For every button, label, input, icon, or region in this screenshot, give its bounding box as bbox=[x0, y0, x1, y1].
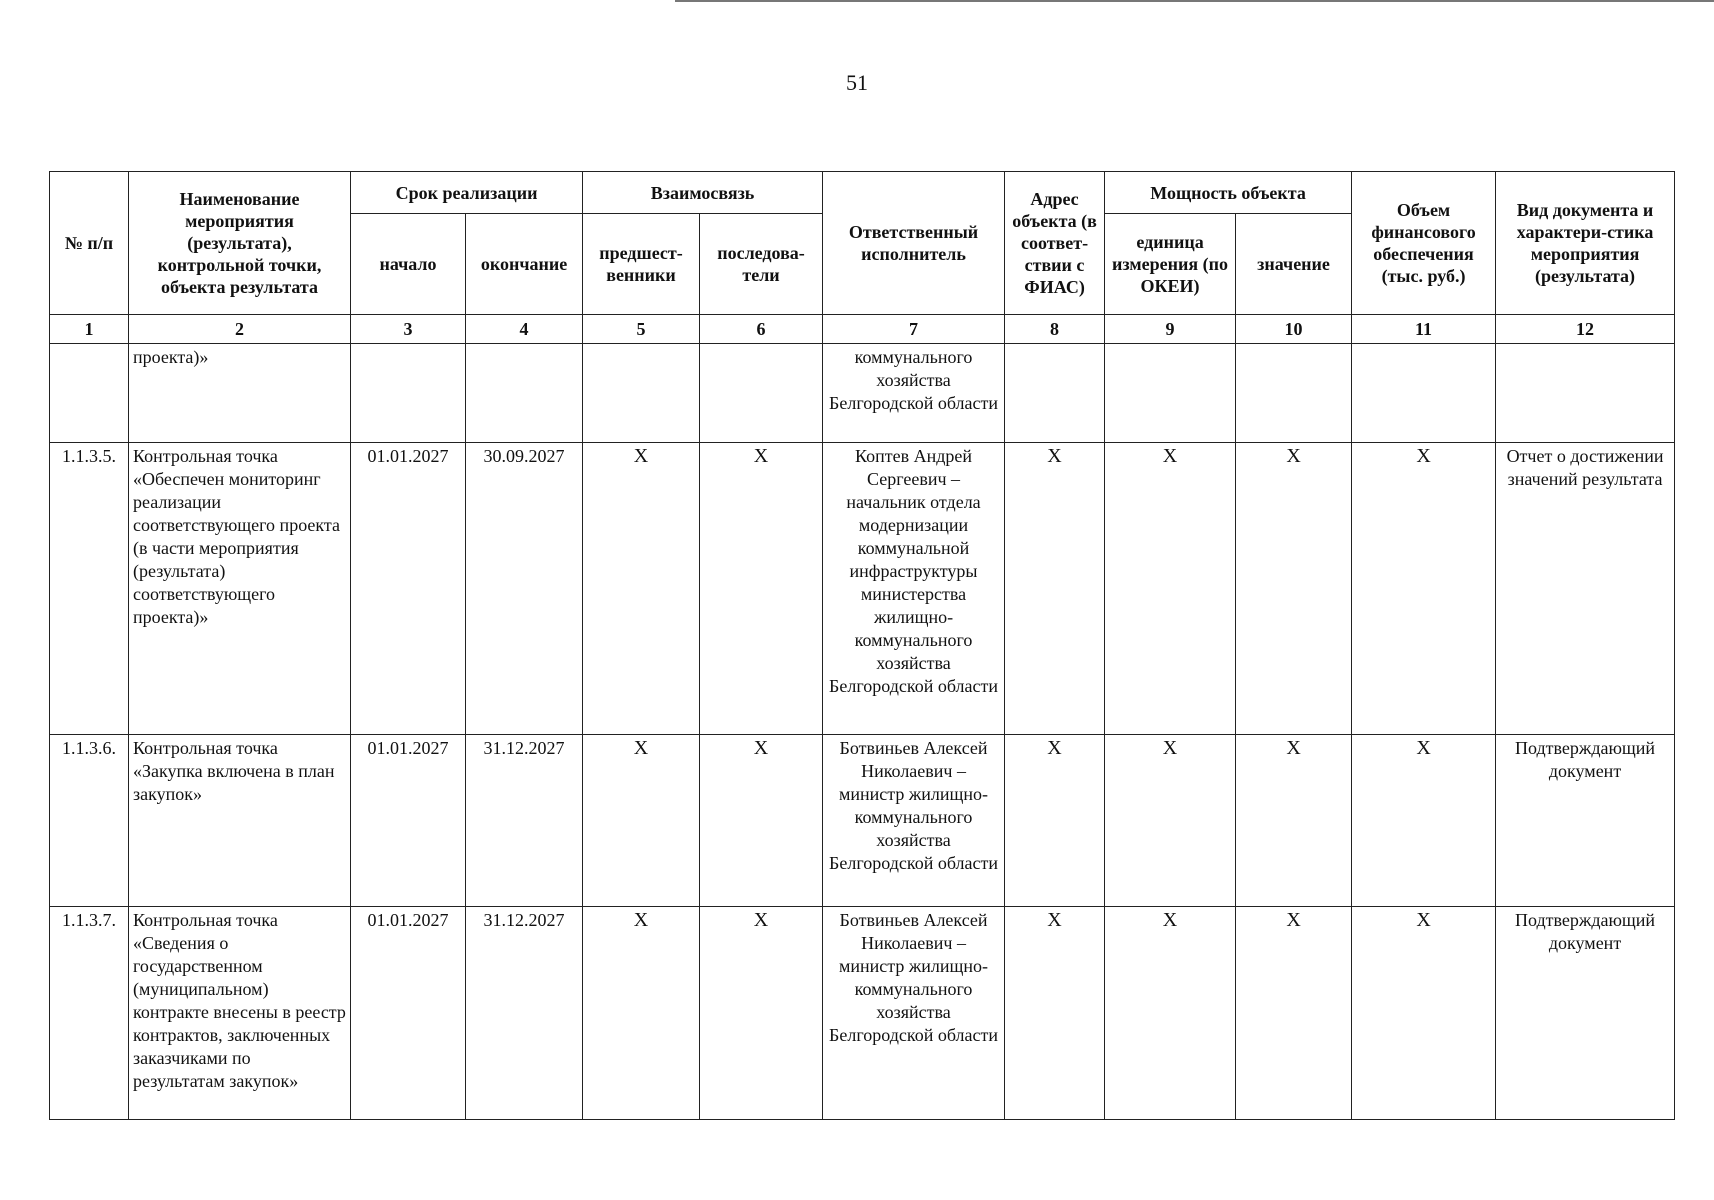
cell-responsible: коммунального хозяйства Белгородской области bbox=[823, 344, 1005, 443]
cell-responsible: Ботвиньев Алексей Николаевич – министр жилищно-коммунального хозяйства Белгородской области bbox=[823, 907, 1005, 1120]
header-document: Вид документа и характери-стика мероприятия (результата) bbox=[1496, 172, 1675, 315]
column-number: 9 bbox=[1105, 315, 1236, 344]
cell-successors bbox=[700, 344, 823, 443]
cell-start: 01.01.2027 bbox=[351, 443, 466, 735]
page-number: 51 bbox=[846, 70, 868, 95]
cell-successors: Х bbox=[700, 735, 823, 907]
table-row bbox=[50, 735, 1675, 907]
cell-start: 01.01.2027 bbox=[351, 735, 466, 907]
header-start: начало bbox=[351, 214, 466, 315]
cell-address: Х bbox=[1005, 443, 1105, 735]
cell-start bbox=[351, 344, 466, 443]
cell-finance: Х bbox=[1352, 443, 1496, 735]
header-end: окончание bbox=[466, 214, 583, 315]
plan-table bbox=[49, 171, 1675, 1120]
cell-predecessors bbox=[583, 344, 700, 443]
column-number: 10 bbox=[1236, 315, 1352, 344]
column-number: 11 bbox=[1352, 315, 1496, 344]
header-link-group: Взаимосвязь bbox=[583, 172, 823, 214]
cell-name: Контрольная точка «Сведения о государственном (муниципальном) контракте внесены в реестр контрактов, заключенных заказчиками по результатам закупок» bbox=[129, 907, 351, 1120]
cell-unit: Х bbox=[1105, 907, 1236, 1120]
cell-unit: Х bbox=[1105, 735, 1236, 907]
header-successors: последова-тели bbox=[700, 214, 823, 315]
cell-end: 31.12.2027 bbox=[466, 735, 583, 907]
header-number: № п/п bbox=[50, 172, 129, 315]
cell-end bbox=[466, 344, 583, 443]
cell-document: Отчет о достижении значений результата bbox=[1496, 443, 1675, 735]
header-finance: Объем финансового обеспечения (тыс. руб.) bbox=[1352, 172, 1496, 315]
top-border-line bbox=[675, 0, 1714, 2]
cell-end: 30.09.2027 bbox=[466, 443, 583, 735]
column-number: 12 bbox=[1496, 315, 1675, 344]
cell-document bbox=[1496, 344, 1675, 443]
column-number: 4 bbox=[466, 315, 583, 344]
table-row bbox=[50, 344, 1675, 443]
cell-name: Контрольная точка «Закупка включена в план закупок» bbox=[129, 735, 351, 907]
column-number: 5 bbox=[583, 315, 700, 344]
cell-responsible: Коптев Андрей Сергеевич – начальник отдела модернизации коммунальной инфраструктуры министерства жилищно-коммунального хозяйства Белгородской области bbox=[823, 443, 1005, 735]
header-predecessors: предшест-венники bbox=[583, 214, 700, 315]
cell-finance: Х bbox=[1352, 735, 1496, 907]
cell-address bbox=[1005, 344, 1105, 443]
cell-predecessors: Х bbox=[583, 907, 700, 1120]
cell-start: 01.01.2027 bbox=[351, 907, 466, 1120]
cell-predecessors: Х bbox=[583, 443, 700, 735]
cell-name: Контрольная точка «Обеспечен мониторинг реализации соответствующего проекта (в части мероприятия (результата) соответствующего проекта)» bbox=[129, 443, 351, 735]
cell-value: Х bbox=[1236, 907, 1352, 1120]
table-row bbox=[50, 443, 1675, 735]
cell-value: Х bbox=[1236, 443, 1352, 735]
cell-unit: Х bbox=[1105, 443, 1236, 735]
cell-successors: Х bbox=[700, 907, 823, 1120]
cell-value bbox=[1236, 344, 1352, 443]
header-unit: единица измерения (по ОКЕИ) bbox=[1105, 214, 1236, 315]
cell-unit bbox=[1105, 344, 1236, 443]
cell-number: 1.1.3.7. bbox=[50, 907, 129, 1120]
cell-end: 31.12.2027 bbox=[466, 907, 583, 1120]
header-value: значение bbox=[1236, 214, 1352, 315]
column-number: 8 bbox=[1005, 315, 1105, 344]
cell-responsible: Ботвиньев Алексей Николаевич – министр жилищно-коммунального хозяйства Белгородской области bbox=[823, 735, 1005, 907]
header-capacity-group: Мощность объекта bbox=[1105, 172, 1352, 214]
column-number: 1 bbox=[50, 315, 129, 344]
header-responsible: Ответственный исполнитель bbox=[823, 172, 1005, 315]
cell-document: Подтверждающий документ bbox=[1496, 735, 1675, 907]
column-number: 3 bbox=[351, 315, 466, 344]
header-term-group: Срок реализации bbox=[351, 172, 583, 214]
cell-finance bbox=[1352, 344, 1496, 443]
cell-name: проекта)» bbox=[129, 344, 351, 443]
cell-value: Х bbox=[1236, 735, 1352, 907]
cell-address: Х bbox=[1005, 907, 1105, 1120]
header-address: Адрес объекта (в соответ-ствии с ФИАС) bbox=[1005, 172, 1105, 315]
column-number: 7 bbox=[823, 315, 1005, 344]
header-name: Наименование мероприятия (результата), контрольной точки, объекта результата bbox=[129, 172, 351, 315]
cell-number: 1.1.3.6. bbox=[50, 735, 129, 907]
column-number: 2 bbox=[129, 315, 351, 344]
cell-successors: Х bbox=[700, 443, 823, 735]
cell-predecessors: Х bbox=[583, 735, 700, 907]
cell-number: 1.1.3.5. bbox=[50, 443, 129, 735]
cell-address: Х bbox=[1005, 735, 1105, 907]
cell-number bbox=[50, 344, 129, 443]
column-number: 6 bbox=[700, 315, 823, 344]
table-row bbox=[50, 907, 1675, 1120]
cell-finance: Х bbox=[1352, 907, 1496, 1120]
cell-document: Подтверждающий документ bbox=[1496, 907, 1675, 1120]
